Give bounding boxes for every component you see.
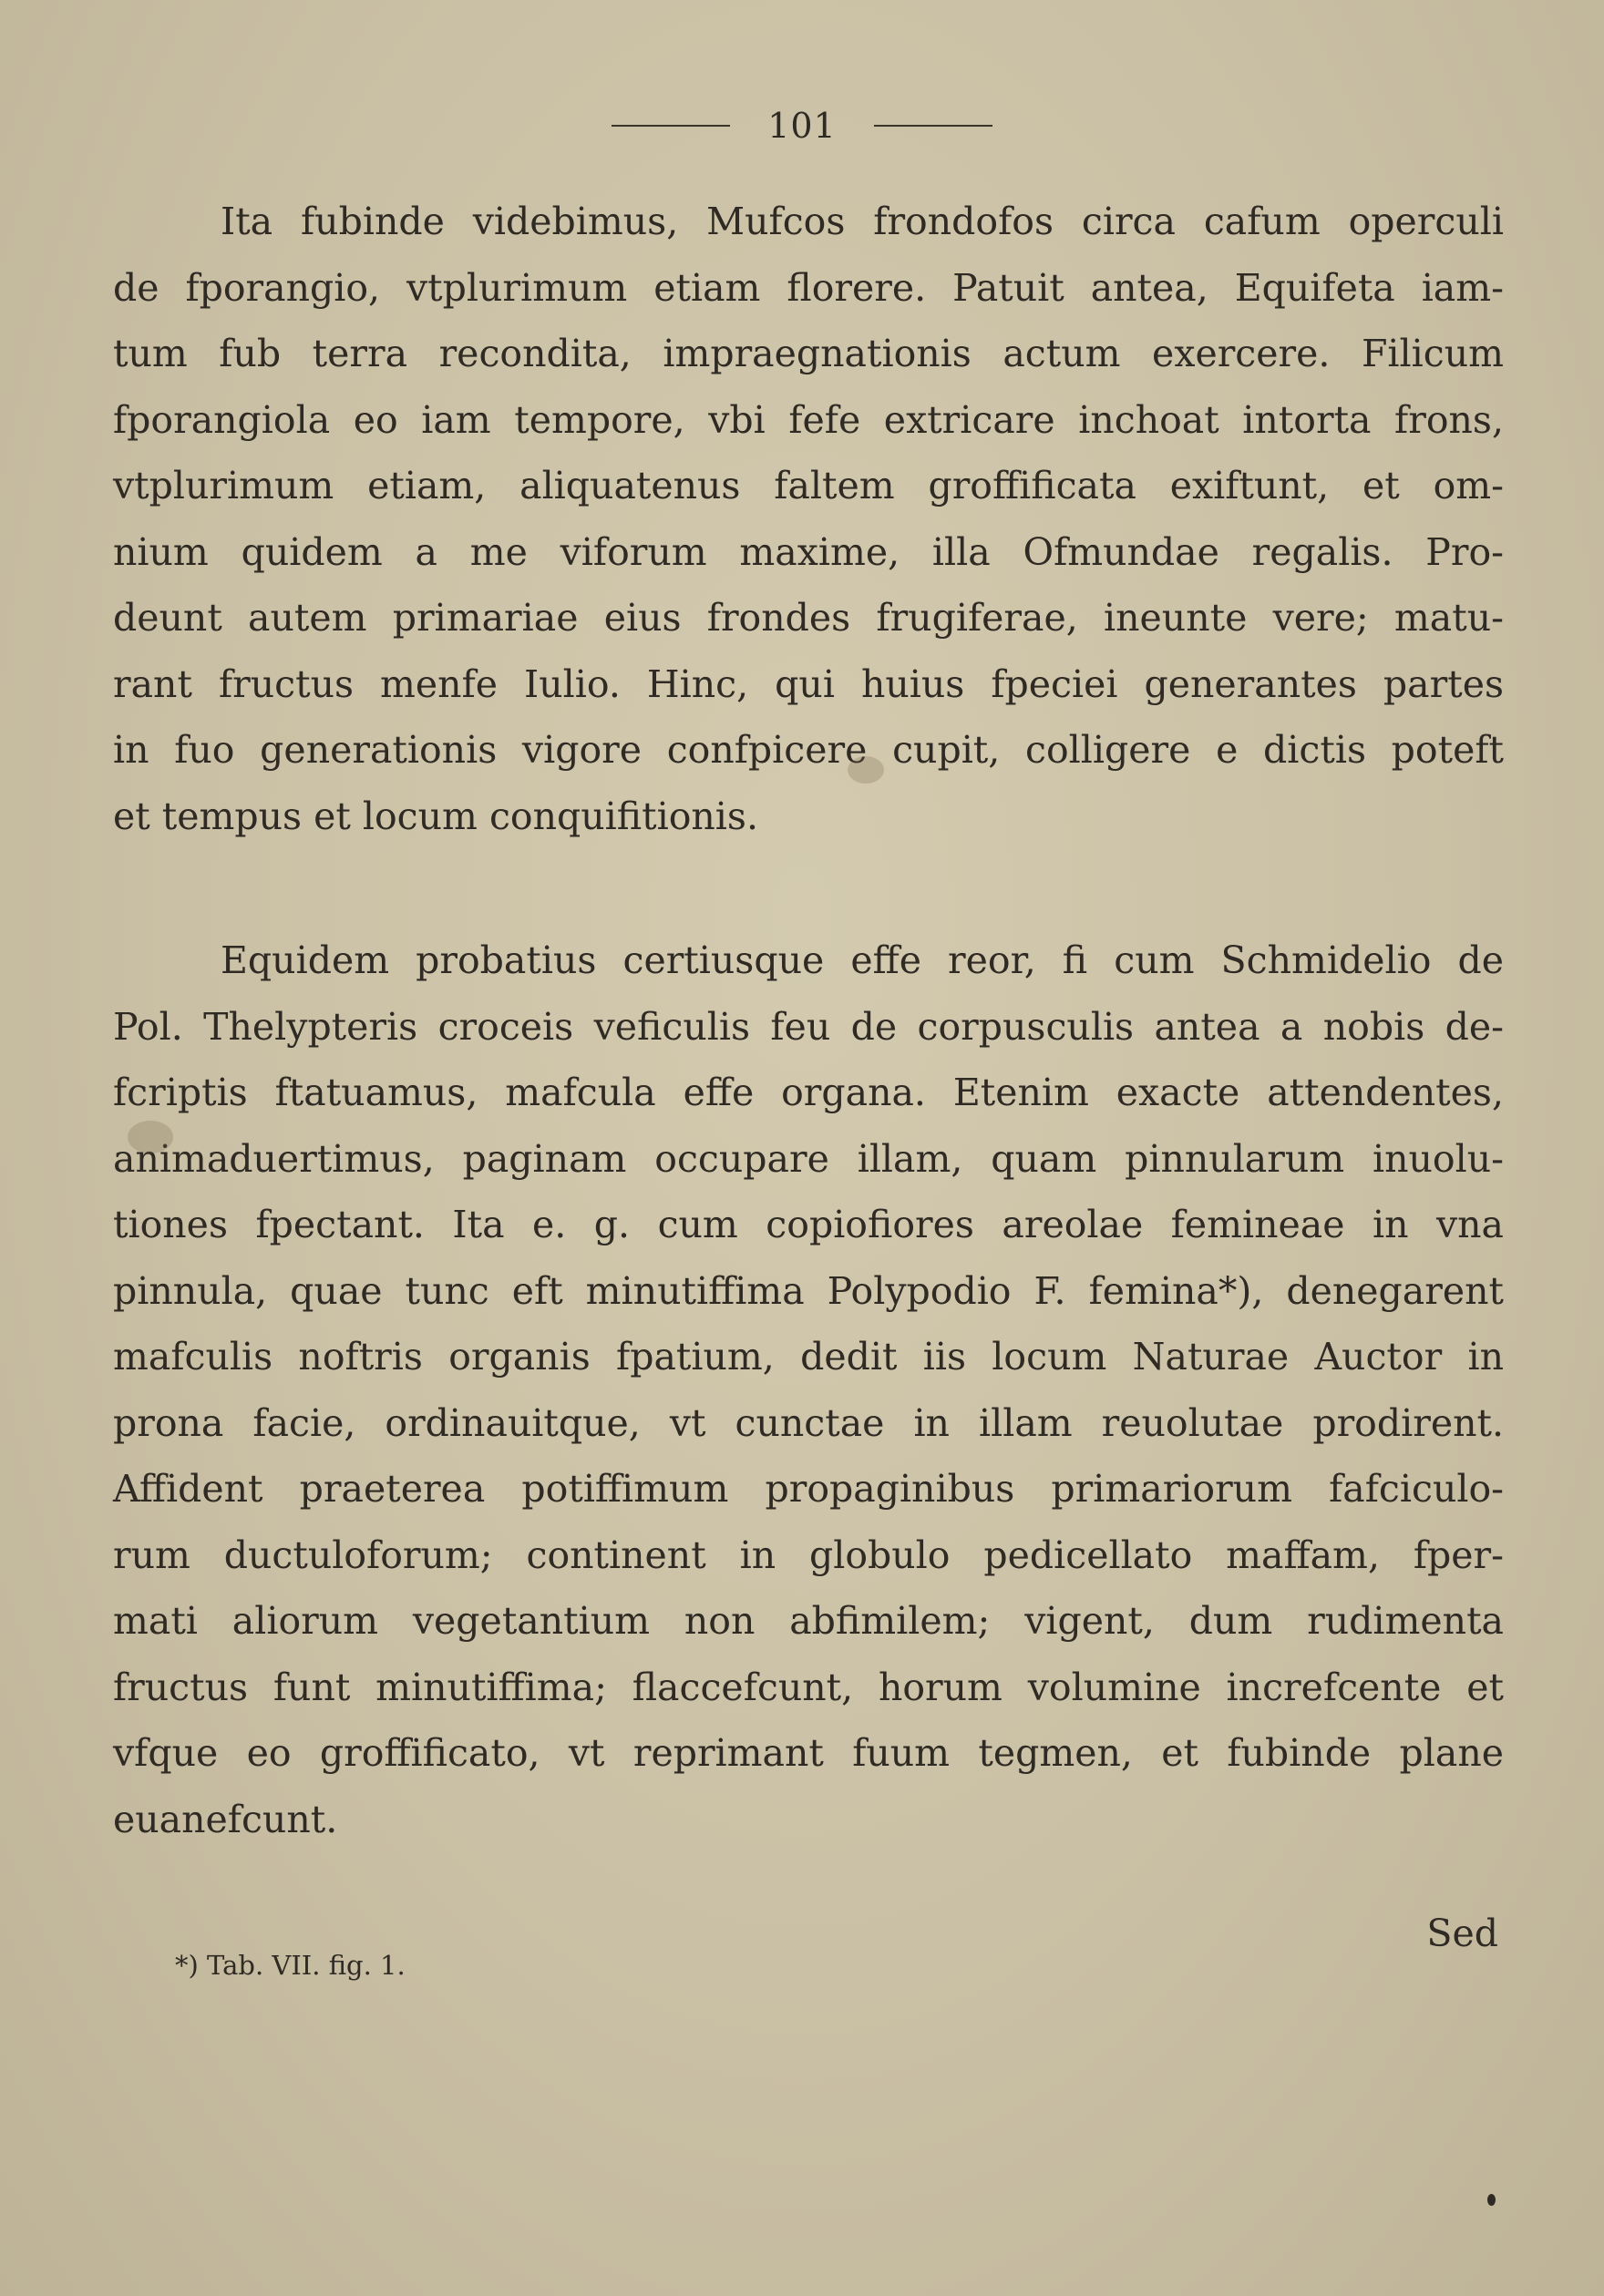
text-line: prona facie, ordinauitque, vt cunctae in illam reuolutae prodirent. bbox=[113, 1400, 1504, 1445]
header-rule-left bbox=[612, 125, 730, 127]
text-line: animaduertimus, paginam occupare illam, quam pinnularum inuolu- bbox=[113, 1136, 1504, 1181]
text-line: nium quidem a me viforum maxime, illa Ofmundae regalis. Pro- bbox=[113, 529, 1504, 574]
text-line: mafculis noftris organis fpatium, dedit iis locum Naturae Auctor in bbox=[113, 1335, 1504, 1379]
text-line: vfque eo groffificato, vt reprimant fuum tegmen, et fubinde plane bbox=[113, 1731, 1504, 1775]
text-line: fructus funt minutiffima; flaccefcunt, horum volumine increfcente et bbox=[113, 1665, 1504, 1709]
text-line: pinnula, quae tunc eft minutiffima Polypodio F. femina*), denegarent bbox=[113, 1268, 1504, 1313]
text-line: Ita fubinde videbimus, Mufcos frondofos circa cafum operculi bbox=[221, 200, 1504, 243]
text-line: fporangiola eo iam tempore, vbi fefe extricare inchoat intorta frons, bbox=[113, 397, 1504, 442]
paragraph-2 bbox=[113, 928, 1504, 1852]
text-line: tum fub terra recondita, impraegnationis actum exercere. Filicum bbox=[113, 332, 1504, 375]
text-line: de fporangio, vtplurimum etiam florere. Patuit antea, Equifeta iam- bbox=[113, 265, 1504, 310]
text-line: in fuo generationis vigore confpicere cupit, colligere e dictis poteft bbox=[113, 728, 1504, 772]
footnote: *) Tab. VII. fig. 1. bbox=[175, 1950, 406, 1981]
text-line: Pol. Thelypteris croceis veficulis feu de corpusculis antea a nobis de- bbox=[113, 1004, 1504, 1049]
text-line: tiones fpectant. Ita e. g. cum copiofiores areolae femineae in vna bbox=[113, 1203, 1504, 1246]
text-line: et tempus et locum conquifitionis. bbox=[113, 794, 758, 838]
text-line: rant fructus menfe Iulio. Hinc, qui huius fpeciei generantes partes bbox=[113, 661, 1504, 706]
text-line: euanefcunt. bbox=[113, 1797, 338, 1841]
paragraph-1 bbox=[113, 189, 1504, 849]
text-line: fcriptis ftatuamus, mafcula effe organa. Etenim exacte attendentes, bbox=[113, 1071, 1504, 1114]
page-header bbox=[0, 102, 1604, 146]
page-number: 101 bbox=[767, 105, 837, 146]
text-line: mati aliorum vegetantium non abfimilem; vigent, dum rudimenta bbox=[113, 1599, 1504, 1643]
header-rule-right bbox=[874, 125, 992, 127]
text-line: rum ductuloforum; continent in globulo pedicellato maffam, fper- bbox=[113, 1532, 1504, 1577]
text-line: Equidem probatius certiusque effe reor, fi cum Schmidelio de bbox=[221, 938, 1504, 982]
text-line: Affident praeterea potiffimum propaginibus primariorum fafciculo- bbox=[113, 1467, 1504, 1511]
text-line: vtplurimum etiam, aliquatenus faltem groffificata exiftunt, et om- bbox=[113, 464, 1504, 507]
catchword: Sed bbox=[1426, 1912, 1498, 1955]
ink-speck bbox=[1487, 2194, 1496, 2206]
text-line: deunt autem primariae eius frondes frugiferae, ineunte vere; matu- bbox=[113, 596, 1504, 640]
paper-stain bbox=[848, 756, 884, 784]
paper-stain bbox=[128, 1121, 173, 1153]
